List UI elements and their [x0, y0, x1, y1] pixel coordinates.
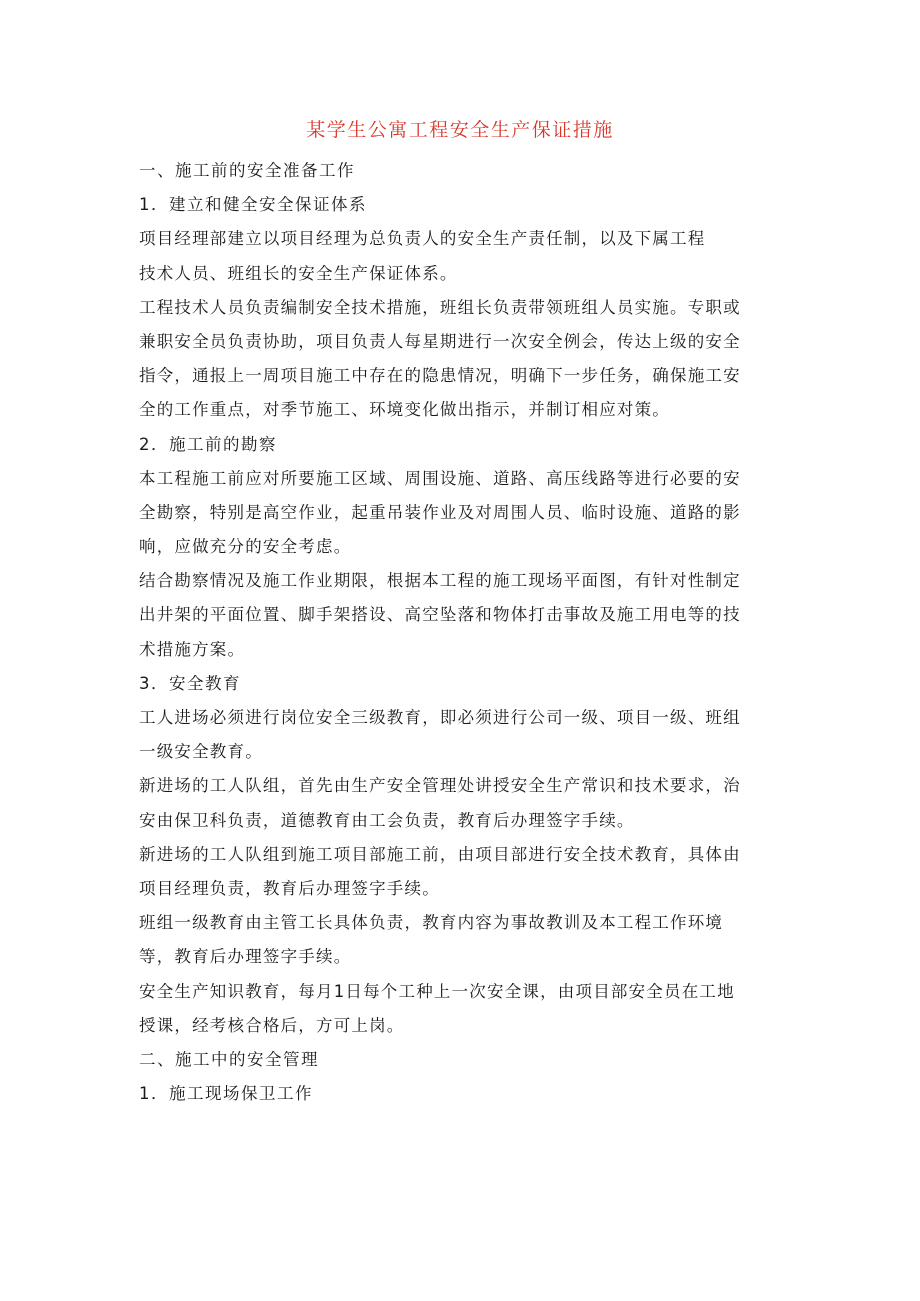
paragraph-line: 全的工作重点，对季节施工、环境变化做出指示，并制订相应对策。 — [139, 400, 670, 420]
paragraph-line: 技术人员、班组长的安全生产保证体系。 — [139, 263, 458, 283]
subsection-heading-1-2: 2．施工前的勘察 — [139, 434, 277, 454]
paragraph-line: 结合勘察情况及施工作业期限，根据本工程的施工现场平面图，有针对性制定 — [139, 571, 741, 591]
paragraph-line: 授课，经考核合格后，方可上岗。 — [139, 1015, 405, 1035]
paragraph-line: 项目经理负责，教育后办理签字手续。 — [139, 878, 440, 898]
paragraph-line: 等，教育后办理签字手续。 — [139, 947, 352, 967]
subsection-heading-1-1: 1．建立和健全安全保证体系 — [139, 195, 367, 215]
subsection-heading-1-3: 3．安全教育 — [139, 673, 241, 693]
subsection-heading-2-1: 1．施工现场保卫工作 — [139, 1084, 313, 1104]
paragraph-line: 全勘察，特别是高空作业，起重吊装作业及对周围人员、临时设施、道路的影 — [139, 502, 741, 522]
paragraph-line: 安全生产知识教育，每月1日每个工种上一次安全课，由项目部安全员在工地 — [139, 981, 735, 1001]
paragraph-line: 指令，通报上一周项目施工中存在的隐患情况，明确下一步任务，确保施工安 — [139, 366, 741, 386]
paragraph-line: 一级安全教育。 — [139, 742, 263, 762]
paragraph-line: 工程技术人员负责编制安全技术措施，班组长负责带领班组人员实施。专职或 — [139, 297, 741, 317]
paragraph-line: 兼职安全员负责协助，项目负责人每星期进行一次安全例会，传达上级的安全 — [139, 331, 741, 351]
paragraph-line: 出井架的平面位置、脚手架搭设、高空坠落和物体打击事故及施工用电等的技 — [139, 605, 741, 625]
paragraph-line: 新进场的工人队组到施工项目部施工前，由项目部进行安全技术教育，具体由 — [139, 844, 741, 864]
paragraph-line: 新进场的工人队组，首先由生产安全管理处讲授安全生产常识和技术要求，治 — [139, 776, 741, 796]
paragraph-line: 安由保卫科负责，道德教育由工会负责，教育后办理签字手续。 — [139, 810, 635, 830]
document-body — [139, 154, 773, 1111]
paragraph-line: 术措施方案。 — [139, 639, 246, 659]
paragraph-line: 本工程施工前应对所要施工区域、周围设施、道路、高压线路等进行必要的安 — [139, 468, 741, 488]
document-title: 某学生公寓工程安全生产保证措施 — [306, 119, 614, 141]
paragraph-line: 响，应做充分的安全考虑。 — [139, 537, 352, 557]
section-heading-2: 二、施工中的安全管理 — [139, 1049, 319, 1069]
paragraph-line: 工人进场必须进行岗位安全三级教育，即必须进行公司一级、项目一级、班组 — [139, 708, 741, 727]
paragraph-line: 项目经理部建立以项目经理为总负责人的安全生产责任制，以及下属工程 — [139, 229, 706, 249]
section-heading-1: 一、施工前的安全准备工作 — [139, 161, 355, 180]
paragraph-line: 班组一级教育由主管工长具体负责，教育内容为事故教训及本工程工作环境 — [139, 913, 724, 933]
